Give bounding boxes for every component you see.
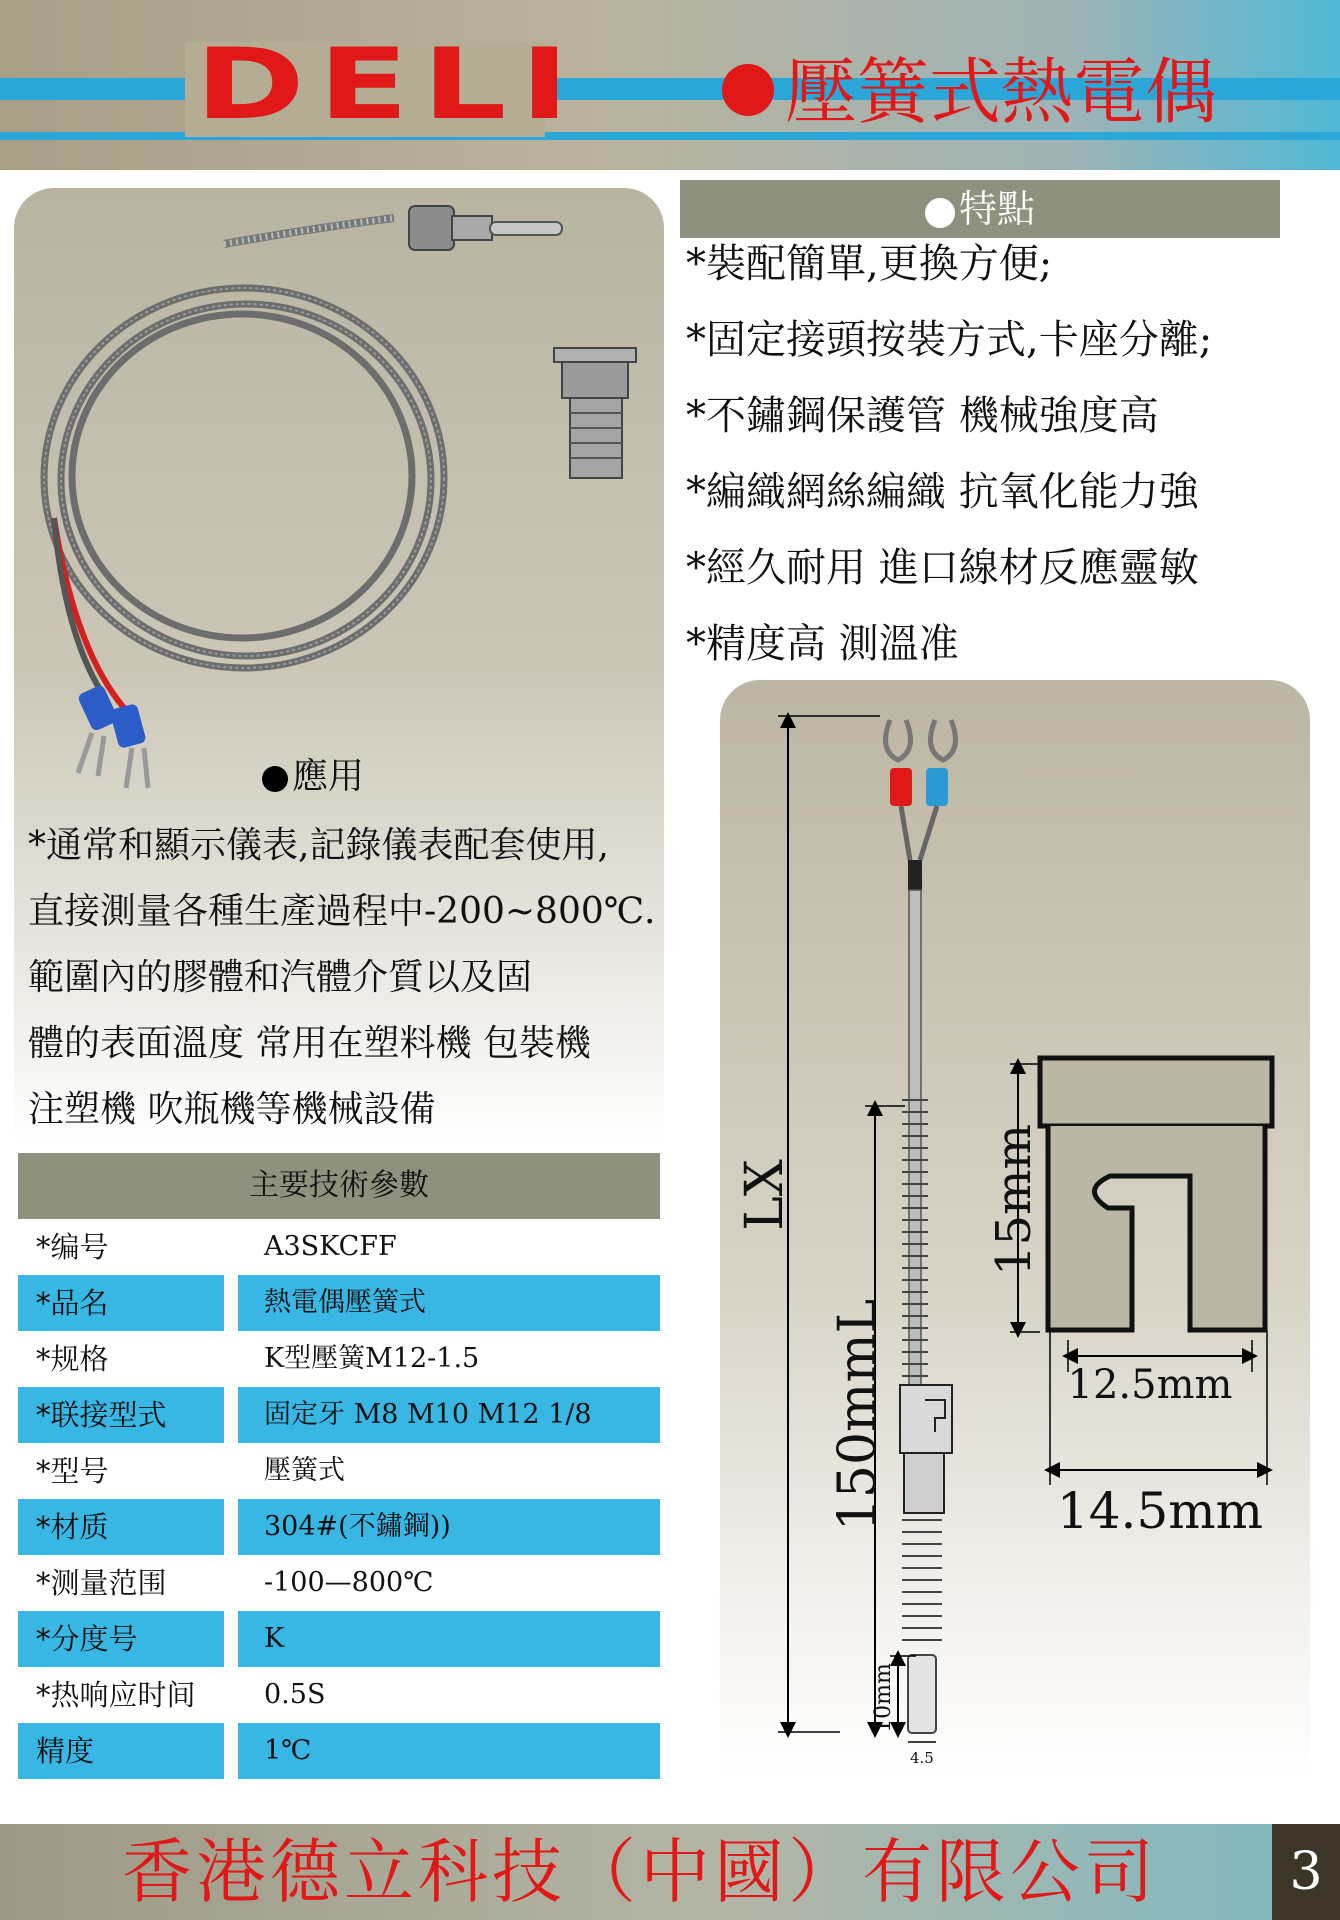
tip-length-label: 10mm [871,1663,896,1733]
page-number: 3 [1289,1842,1323,1902]
brand-logo: DELI [195,28,583,142]
spec-value: -100—800℃ [264,1567,434,1598]
feature-item: *固定接頭按裝方式,卡座分離; [686,317,1213,363]
bullet-icon [262,766,288,792]
spec-key: *材质 [18,1499,224,1555]
spec-row [18,1331,660,1387]
spec-key: *联接型式 [18,1387,224,1443]
spec-value: K型壓簧M12-1.5 [264,1343,480,1374]
feature-item: *精度高 測溫准 [686,621,959,667]
outer-width-label: 14.5mm [1056,1482,1264,1540]
spec-value: 固定牙 M8 M10 M12 1/8 [238,1387,660,1443]
height-label: 15mm [986,1123,1042,1277]
spec-value: A3SKCFF [264,1231,397,1262]
application-line: 直接測量各種生產過程中-200~800℃. [28,891,656,932]
spec-key: *编号 [36,1230,109,1264]
spec-row [18,1387,660,1443]
spec-value: 0.5S [264,1679,326,1710]
title-bullet-icon [722,64,774,116]
application-heading-label: 應用 [292,756,365,797]
spec-value: K [238,1611,660,1667]
spec-value: 304#(不鏽鋼)) [238,1499,660,1555]
spec-value: 壓簧式 [264,1455,345,1486]
spec-row [18,1667,660,1723]
probe-diameter-label: 4.5 [910,1749,934,1767]
spec-row [18,1275,660,1331]
thermocouple-photo [14,188,664,808]
spec-key: 精度 [18,1723,224,1779]
spec-key: *热响应时间 [36,1678,196,1712]
spec-row [18,1219,660,1275]
feature-item: *裝配簡單,更換方便; [686,241,1053,287]
spec-key: *分度号 [18,1611,224,1667]
spec-row [18,1443,660,1499]
application-line: 範圍內的膠體和汽體介質以及固 [28,957,533,998]
features-heading-label: 特點 [958,187,1035,231]
spec-key: *型号 [36,1454,109,1488]
spec-table-title: 主要技術參數 [249,1168,429,1203]
lx-label: LX [735,1159,795,1231]
inner-width-label: 12.5mm [1067,1362,1233,1408]
spec-row [18,1611,660,1667]
bullet-icon [925,198,955,228]
spec-key: *规格 [36,1342,109,1376]
spec-row [18,1555,660,1611]
application-heading [262,752,512,802]
spec-row [18,1723,660,1779]
spring-length-label: 150mmL [828,1298,888,1532]
application-line: 體的表面溫度 常用在塑料機 包裝機 [28,1023,591,1064]
dimension-diagram [720,680,1340,1780]
page-title: 壓簧式熱電偶 [785,50,1218,134]
spec-row [18,1499,660,1555]
feature-item: *經久耐用 進口線材反應靈敏 [686,545,1199,591]
spec-key: *品名 [18,1275,224,1331]
spec-key: *测量范围 [36,1566,167,1600]
spec-value: 熱電偶壓簧式 [238,1275,660,1331]
feature-item: *編織網絲編織 抗氧化能力強 [686,469,1199,515]
cap-detail [1040,1058,1272,1126]
application-line: 注塑機 吹瓶機等機械設備 [28,1089,436,1130]
company-name: 香港德立科技（中國）有限公司 [122,1831,1158,1913]
application-line: *通常和顯示儀表,記錄儀表配套使用, [28,825,609,866]
spec-value: 1℃ [238,1723,660,1779]
features-heading [680,180,1280,238]
feature-item: *不鏽鋼保護管 機械強度高 [686,393,1159,439]
